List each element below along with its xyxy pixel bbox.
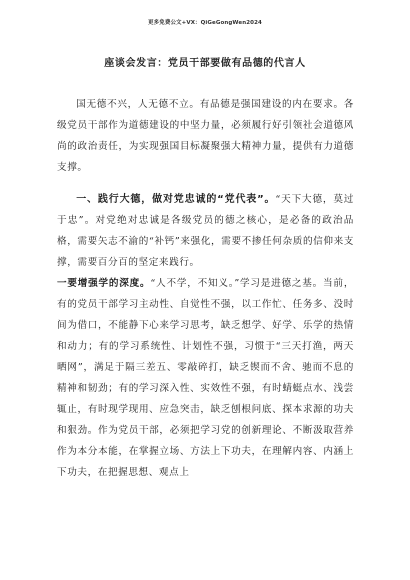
document-title: 座谈会发言：党员干部要做有品德的代言人 <box>104 58 306 69</box>
section-1-paragraph <box>57 189 354 273</box>
subsection-1-paragraph <box>57 273 354 483</box>
subsection-1-lead: 一要增强学的深度。 <box>57 278 151 289</box>
intro-paragraph: 国无德不兴，人无德不立。有品德是强国建设的内在要求。各级党员干部作为道德建设的中坚力量，必须履行好引领社会道德风尚的政治责任，为实现强国目标凝聚强大精神力量，提供有力道德支撑。 <box>57 99 354 173</box>
document-body <box>57 94 354 483</box>
section-1-heading: 一、践行大德，做对党忠诚的“党代表”。 <box>76 194 276 205</box>
section-1-text: “天下大德，莫过于忠”。对党绝对忠诚是各级党员的德之核心，是必备的政治品格，需要矢志不渝的“补钙”来强化，需要不掺任何杂质的信仰来支撑，需要百分百的坚定来践行。 <box>57 194 354 268</box>
subsection-1-text: “人不学，不知义。”学习是进德之基。当前，有的党员干部学习主动性、自觉性不强，以工作忙、任务多、没时间为借口，不能静下心来学习思考，缺乏想学、好学、乐学的热情和动力；有的学习系统性、计划性不强，习惯于“三天打渔，两天晒网”，满足于隔三差五、零敲碎打，缺乏锲而不舍、驰而不息的精神和韧劲；有的学习深入性、实效性不强，有时蜻蜓点水、浅尝辄止，有时现学现用、应急突击，缺乏刨根问底、探本求源的功夫和狠劲。作为党员干部，必须把学习党的创新理论、不断汲取营养作为本分本能，在掌握立场、方法上下功夫，在理解内容、内涵上下功夫，在把握思想、观点上 <box>57 278 355 478</box>
header-note: 更多免费公文+VX：QiGeGongWen2024 <box>148 20 262 26</box>
